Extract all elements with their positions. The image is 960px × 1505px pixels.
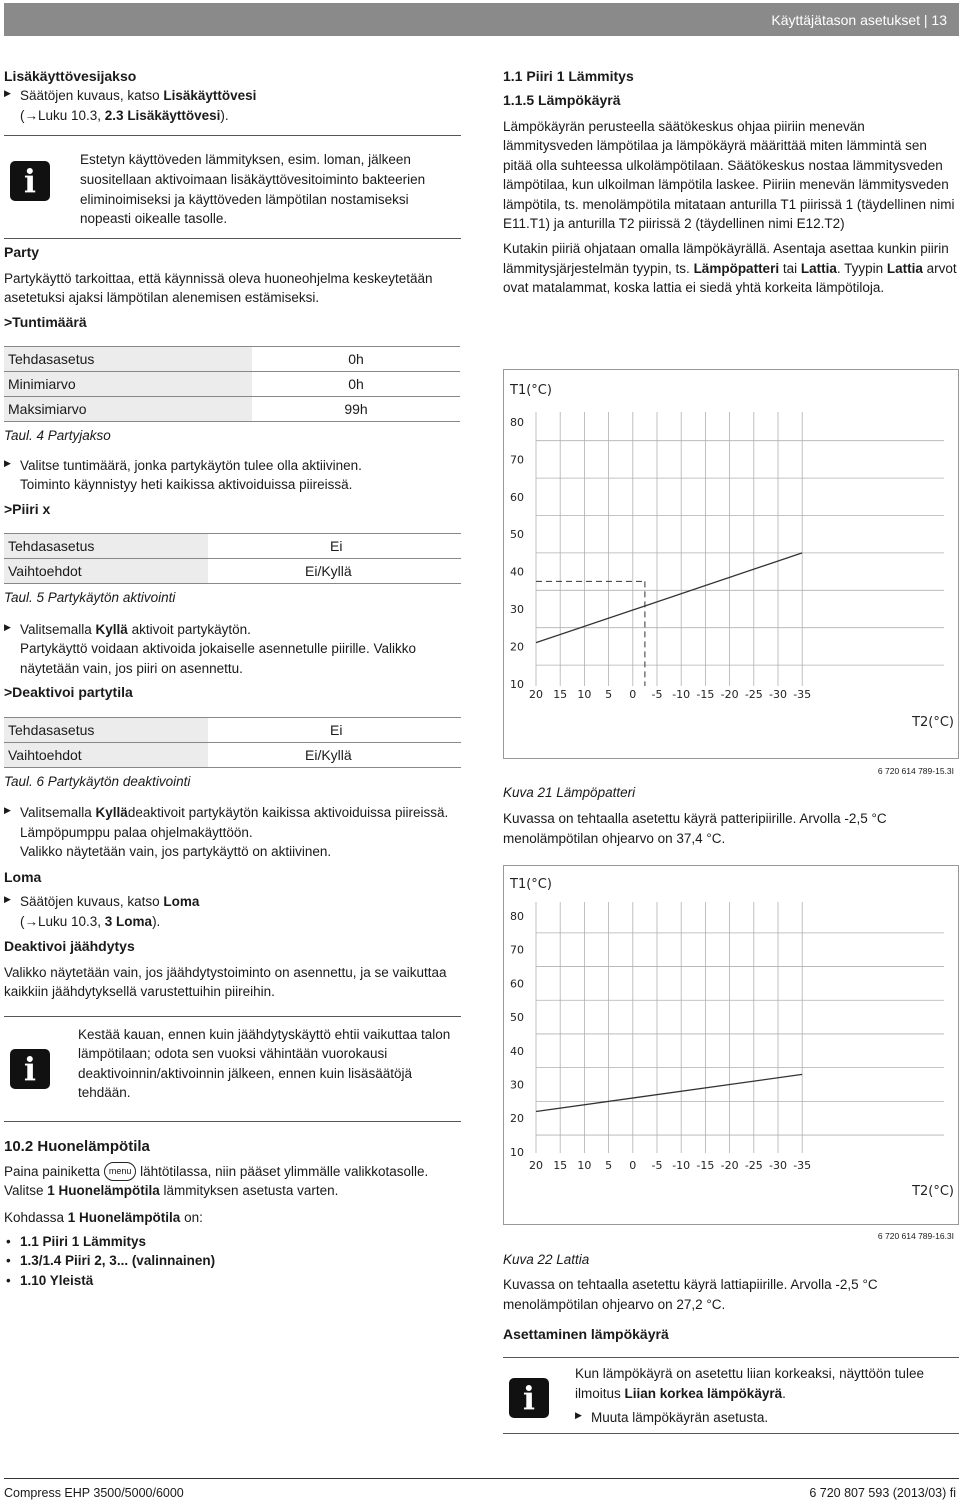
list-item: • 1.3/1.4 Piiri 2, 3... (valinnainen) <box>4 1251 461 1271</box>
instruction-line <box>4 620 461 640</box>
ref-bold: 2.3 Lisäkäyttövesi <box>104 107 221 123</box>
text: (→Luku 10.3, <box>20 913 105 929</box>
left-column <box>4 66 461 1290</box>
heading-loma: Loma <box>4 868 42 885</box>
text: lähtötilassa, niin pääset ylimmälle valikkotasolle. <box>136 1163 429 1179</box>
page-header <box>4 3 959 36</box>
heading-party: Party <box>4 244 40 261</box>
text: aktivoit partykäytön. <box>127 621 251 637</box>
table-row <box>4 372 460 397</box>
footer-divider <box>4 1478 959 1479</box>
table-piiri <box>4 533 461 584</box>
x-tick-label: -35 <box>793 1159 812 1172</box>
heading-huonelampotila: 10.2 Huonelämpötila <box>4 1137 150 1155</box>
row-value: Ei <box>208 717 461 742</box>
chart-lattia <box>504 866 958 1224</box>
x-tick-label: -25 <box>744 1159 763 1172</box>
x-tick-label: 20 <box>529 688 543 701</box>
info-box-2 <box>4 1016 461 1122</box>
table-row <box>4 742 461 767</box>
row-value: 0h <box>252 372 460 397</box>
instruction-line <box>4 1208 461 1228</box>
figure-lampopatteri <box>503 369 959 776</box>
note-line: Toiminto käynnistyy heti kaikissa aktivoiduissa piireissä. <box>20 477 353 493</box>
row-label: Tehdasasetus <box>4 347 252 372</box>
x-tick-label: 0 <box>629 1159 637 1172</box>
y-axis-label: T1(°C) <box>510 383 552 398</box>
reference-line <box>4 106 461 126</box>
chart-lampopatteri <box>504 370 958 758</box>
note-line: Valikko näytetään vain, jos partykäyttö on aktiivinen. <box>20 844 332 860</box>
y-tick-label: 70 <box>510 453 524 467</box>
text: arvot ovat matalammat, koska lattia ei siedä yhtä korkeita lämpötiloja. <box>503 260 957 296</box>
table-deaktivoi <box>4 717 461 768</box>
row-value: 0h <box>252 347 460 372</box>
table-row <box>4 559 461 584</box>
x-tick-label: -30 <box>769 688 787 701</box>
figure-caption: Kuva 22 Lattia <box>503 1252 590 1267</box>
text: . Tyypin <box>836 260 887 276</box>
footer-doc-number: 6 720 807 593 (2013/03) fi <box>809 1486 956 1500</box>
x-tick-label: 5 <box>605 688 613 701</box>
message-bold: Liian korkea lämpökäyrä <box>624 1385 783 1401</box>
text: ). <box>152 913 161 929</box>
row-value: Ei <box>208 534 461 559</box>
heading-lampokayra: 1.1.5 Lämpökäyrä <box>503 92 621 109</box>
x-tick-label: -20 <box>720 688 739 701</box>
y-tick-label: 30 <box>510 603 524 616</box>
text: ). <box>220 107 229 123</box>
y-tick-label: 40 <box>510 565 524 579</box>
instruction-line <box>4 1162 461 1182</box>
x-tick-label: 15 <box>553 688 568 701</box>
figure-description: Kuvassa on tehtaalla asetettu käyrä patteripiirille. Arvolla -2,5 °C menolämpötilan ohjearvo on 37,4 °C. <box>503 811 887 846</box>
text: deaktivoit partykäytön kaikissa aktivoiduissa piireissä. <box>127 805 449 821</box>
ref-bold: 3 Loma <box>104 913 153 929</box>
text: Kun lämpökäyrä on asetettu liian korkeaksi, näyttöön tulee ilmoitus <box>575 1366 924 1401</box>
text: Paina painiketta <box>4 1163 104 1179</box>
ref-bold: Loma <box>163 894 200 910</box>
row-label: Tehdasasetus <box>4 534 208 559</box>
text: lämmityksen asetusta varten. <box>159 1183 339 1199</box>
text: Säätöjen kuvaus, katso <box>20 894 164 910</box>
x-tick-label: -10 <box>672 688 691 701</box>
x-axis-label: T2(°C) <box>912 715 954 730</box>
table-caption: Taul. 6 Partykäytön deaktivointi <box>4 773 191 789</box>
info-icon: i <box>509 1378 549 1418</box>
y-tick-label: 50 <box>510 1011 524 1025</box>
table-caption: Taul. 4 Partyjakso <box>4 428 111 444</box>
row-value: Ei/Kyllä <box>208 742 461 767</box>
text: Valitsemalla <box>20 805 96 821</box>
option-bold: Kyllä <box>95 805 128 821</box>
y-tick-label: 70 <box>510 943 524 957</box>
info-text: Kestää kauan, ennen kuin jäähdytyskäyttö ehtii vaikuttaa talon lämpötilaan; odota sen vuoksi vähintään vuorokausi deaktivoinnin/aktivoinnin jälkeen, ennen kuin lisäsäätöjä tehdään. <box>78 1026 451 1101</box>
text: Kohdassa <box>4 1210 68 1226</box>
footer-product: Compress EHP 3500/5000/6000 <box>4 1486 184 1500</box>
text: Säätöjen kuvaus, katso <box>20 88 164 104</box>
page-title: Käyttäjätason asetukset | 13 <box>771 12 947 28</box>
list-item: • 1.10 Yleistä <box>4 1271 461 1291</box>
x-axis-label: T2(°C) <box>912 1184 954 1199</box>
lampokayra-types <box>503 239 957 298</box>
figure-description: Kuvassa on tehtaalla asetettu käyrä lattiapiirille. Arvolla -2,5 °C menolämpötilan ohjearvo on 27,2 °C. <box>503 1277 878 1312</box>
table-row <box>4 397 460 422</box>
figure-code: 6 720 614 789-15.3I <box>877 766 954 776</box>
y-tick-label: 10 <box>510 677 524 691</box>
figure-lattia <box>503 865 959 1241</box>
x-tick-label: -15 <box>696 1159 715 1172</box>
jaahdytys-description: Valikko näytetään vain, jos jäähdytystoiminto on asennettu, ja se vaikuttaa kaikkiin jäähdytyksellä varustettuihin piireihin. <box>4 964 447 1000</box>
right-column <box>503 66 957 298</box>
y-tick-label: 20 <box>510 640 524 654</box>
instruction-line <box>4 1181 461 1201</box>
text: Valitsemalla <box>20 621 96 637</box>
text: Valitse <box>4 1183 48 1199</box>
text: tai <box>779 260 801 276</box>
instruction-line <box>4 803 461 823</box>
y-tick-label: 10 <box>510 1145 524 1159</box>
heading-asettaminen: Asettaminen lämpökäyrä <box>503 1326 669 1342</box>
instruction-line: ▶ Valitse tuntimäärä, jonka partykäytön tulee olla aktiivinen. <box>4 456 461 476</box>
x-tick-label: -20 <box>720 1159 739 1172</box>
x-tick-label: -5 <box>651 688 663 701</box>
x-tick-label: -30 <box>769 1159 787 1172</box>
lampokayra-description: Lämpökäyrän perusteella säätökeskus ohjaa piiriin menevän lämmitysveden lämpötilaa ja lämpökäyrä määrittää miten lämmintä sen pitää olla suhteessa ulkolämpötilaan. Säätökeskus nostaa lämmitysveden lämpötilaa, kun ulkoilman lämpötila laskee. Piiriin menevän lämmitysveden lämpötila, ts. menolämpötila mitataan anturilla T1 piirissä 1 (täydellinen nimi E11.T1) ja anturilla T2 piirissä 2 (täydellinen nimi E12.T2) <box>503 118 955 232</box>
table-caption: Taul. 5 Partykäytön aktivointi <box>4 590 176 606</box>
instruction-line: ▶ Muuta lämpökäyrän asetusta. <box>575 1408 768 1428</box>
y-axis-label: T1(°C) <box>510 877 552 892</box>
heading-deaktivoi-jaahdytys: Deaktivoi jäähdytys <box>4 938 135 955</box>
table-row <box>4 717 461 742</box>
table-row <box>4 534 461 559</box>
y-tick-label: 80 <box>510 416 524 429</box>
y-tick-label: 80 <box>510 910 524 923</box>
y-tick-label: 60 <box>510 490 524 504</box>
y-tick-label: 40 <box>510 1044 524 1058</box>
row-label: Maksimiarvo <box>4 397 252 422</box>
row-label: Vaihtoehdot <box>4 742 208 767</box>
row-label: Minimiarvo <box>4 372 252 397</box>
x-tick-label: -15 <box>696 688 715 701</box>
note-line: Partykäyttö voidaan aktivoida jokaiselle asennetulle piirille. Valikko näytetään vain, jos piiri on asennettu. <box>20 641 416 676</box>
table-row <box>4 347 460 372</box>
x-tick-label: 10 <box>577 1159 592 1172</box>
info-icon: i <box>10 1049 50 1089</box>
x-tick-label: -35 <box>793 688 812 701</box>
info-box-3 <box>503 1357 959 1434</box>
row-value: 99h <box>252 397 460 422</box>
party-description: Partykäyttö tarkoittaa, että käynnissä oleva huoneohjelma keskeytetään asetetuksi ajaksi lämpötilan alenemisen estämiseksi. <box>4 270 433 306</box>
series-line <box>536 553 802 643</box>
option-bold: Kyllä <box>95 621 128 637</box>
heading-tuntimaara: >Tuntimäärä <box>4 313 87 330</box>
x-tick-label: 10 <box>577 688 592 701</box>
text: Kutakin piiriä ohjataan omalla lämpökäyrällä. Asentaja asettaa kunkin piirin lämmitysjärjestelmän tyypin, ts. <box>503 240 949 276</box>
series-line <box>536 1074 802 1111</box>
list-item: • 1.1 Piiri 1 Lämmitys <box>4 1232 461 1252</box>
text: on: <box>180 1210 203 1226</box>
type-bold: Lämpöpatteri <box>693 260 780 276</box>
type-bold: Lattia <box>800 260 837 276</box>
x-tick-label: 15 <box>553 1159 568 1172</box>
figure-caption: Kuva 21 Lämpöpatteri <box>503 785 636 800</box>
menu-button-icon: menu <box>104 1162 137 1181</box>
heading-piiri-1-lammitys: 1.1 Piiri 1 Lämmitys <box>503 68 634 84</box>
text: . <box>782 1385 786 1401</box>
heading-deaktivoi-partytila: >Deaktivoi partytila <box>4 684 133 701</box>
y-tick-label: 50 <box>510 528 524 542</box>
row-label: Vaihtoehdot <box>4 559 208 584</box>
x-tick-label: 0 <box>629 688 637 701</box>
table-tuntimaara <box>4 346 460 422</box>
info-text <box>575 1364 950 1403</box>
y-tick-label: 20 <box>510 1112 524 1126</box>
x-tick-label: -25 <box>744 688 763 701</box>
x-tick-label: 5 <box>605 1159 613 1172</box>
text: (→Luku 10.3, <box>20 107 105 123</box>
info-icon: i <box>10 161 50 201</box>
row-label: Tehdasasetus <box>4 717 208 742</box>
row-value: Ei/Kyllä <box>208 559 461 584</box>
note-line: Lämpöpumppu palaa ohjelmakäyttöön. <box>20 824 253 840</box>
instruction-line <box>4 86 461 106</box>
info-text: Estetyn käyttöveden lämmityksen, esim. loman, jälkeen suositellaan aktivoimaan lisäkäyttövesitoiminto bakteerien eliminoimiseksi ja käyttöveden lämpötilan nostamiseksi nopeasti oikealle tasolle. <box>80 152 426 227</box>
y-tick-label: 60 <box>510 977 524 991</box>
heading-piiri: >Piiri x <box>4 500 51 517</box>
reference-line <box>4 912 461 932</box>
type-bold: Lattia <box>886 260 923 276</box>
x-tick-label: -10 <box>672 1159 691 1172</box>
figure-code: 6 720 614 789-16.3I <box>877 1231 954 1241</box>
ref-bold: 1 Huonelämpötila <box>67 1210 181 1226</box>
ref-bold: Lisäkäyttövesi <box>163 88 257 104</box>
heading-lisakayttovesijakso: Lisäkäyttövesijakso <box>4 68 137 84</box>
info-box-1 <box>4 135 461 239</box>
x-tick-label: -5 <box>651 1159 663 1172</box>
ref-bold: 1 Huonelämpötila <box>47 1183 160 1199</box>
x-tick-label: 20 <box>529 1159 543 1172</box>
y-tick-label: 30 <box>510 1078 524 1092</box>
menu-item-list <box>4 1232 461 1291</box>
instruction-line <box>4 892 461 912</box>
